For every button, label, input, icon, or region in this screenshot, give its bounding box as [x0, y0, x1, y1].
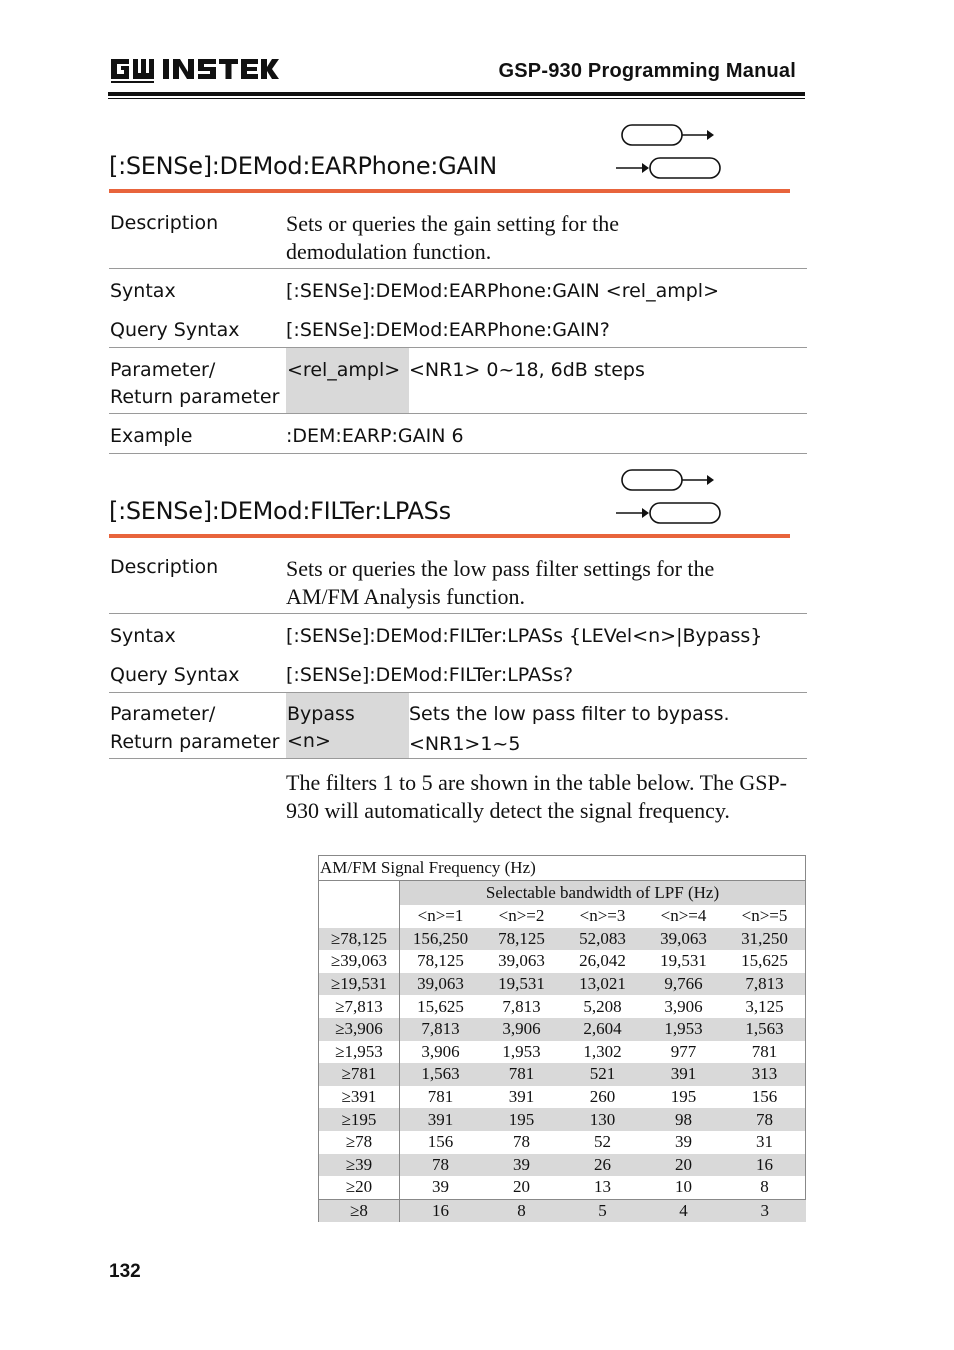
- bandwidth-cell: 8: [481, 1199, 562, 1222]
- bandwidth-cell: 39: [481, 1154, 562, 1177]
- frequency-cell: ≥8: [319, 1199, 400, 1222]
- bandwidth-cell: 781: [724, 1041, 806, 1064]
- document-title: GSP-930 Programming Manual: [498, 60, 796, 82]
- parameter-name-cell: [286, 348, 409, 413]
- bandwidth-cell: 78: [400, 1154, 482, 1177]
- bandwidth-cell: 19,531: [660, 951, 707, 971]
- column-header: <n>=1: [417, 906, 464, 926]
- bandwidth-cell: 5: [562, 1199, 643, 1222]
- bandwidth-cell: 13,021: [562, 973, 643, 996]
- section-accent-bar: [109, 189, 790, 193]
- bandwidth-cell: 391: [643, 1063, 724, 1086]
- section-accent-bar: [109, 534, 790, 538]
- parameter-description-n: <NR1>1~5: [409, 733, 521, 755]
- parameter-name-n: <n>: [287, 730, 331, 752]
- bandwidth-cell: 2,604: [562, 1018, 643, 1041]
- frequency-cell: ≥78: [319, 1131, 400, 1154]
- bandwidth-cell: 15,625: [417, 996, 464, 1016]
- frequency-cell: ≥1,953: [319, 1041, 400, 1064]
- row-divider: [109, 613, 807, 614]
- bandwidth-cell: 313: [724, 1063, 806, 1086]
- parameter-description-bypass: Sets the low pass filter to bypass.: [409, 703, 730, 725]
- column-header: <n>=4: [660, 906, 707, 926]
- bandwidth-cell: 15,625: [724, 950, 806, 973]
- table-row: [319, 1154, 806, 1177]
- bandwidth-cell: 26: [562, 1154, 643, 1177]
- gw-instek-logo: [109, 55, 279, 83]
- bandwidth-cell: 10: [675, 1177, 692, 1197]
- section-title-filter-lpass: [:SENSe]:DEMod:FILTer:LPASs: [109, 497, 451, 525]
- table-row: [319, 1063, 806, 1086]
- bandwidth-cell: 260: [589, 1087, 616, 1107]
- logo-text: GW INSTEK: [109, 55, 115, 56]
- query-command-icon: [616, 158, 720, 178]
- parameter-label: Parameter/: [110, 359, 216, 381]
- return-parameter-label: Return parameter: [110, 731, 280, 753]
- header-rule-thin: [108, 98, 805, 99]
- bandwidth-cell: 977: [670, 1041, 697, 1061]
- row-divider: [109, 758, 807, 759]
- bandwidth-cell: 391: [400, 1108, 482, 1131]
- bandwidth-cell: 3,906: [421, 1041, 460, 1061]
- frequency-cell: ≥78,125: [319, 928, 400, 951]
- syntax-label: Syntax: [110, 280, 176, 302]
- bandwidth-cell: 31: [724, 1131, 806, 1154]
- table-row: [319, 1131, 806, 1154]
- row-divider: [109, 692, 807, 693]
- table-caption: AM/FM Signal Frequency (Hz): [319, 856, 806, 881]
- description-text: Sets or queries the low pass filter settings for the AM/FM Analysis function.: [286, 556, 715, 609]
- bandwidth-cell: 26,042: [579, 951, 626, 971]
- bandwidth-cell: 1,563: [400, 1063, 482, 1086]
- bandwidth-cell: 1,953: [502, 1041, 541, 1061]
- table-row: [319, 950, 806, 973]
- frequency-cell: ≥20: [319, 1176, 400, 1199]
- bandwidth-cell: 16: [400, 1199, 482, 1222]
- example-text: :DEM:EARP:GAIN 6: [286, 425, 464, 447]
- table-row: [319, 1176, 806, 1199]
- frequency-cell: ≥195: [319, 1108, 400, 1131]
- bandwidth-cell: 156: [427, 1132, 454, 1152]
- table-row: [319, 1108, 806, 1131]
- bandwidth-cell: 781: [481, 1063, 562, 1086]
- table-row: [319, 1018, 806, 1041]
- description-label: Description: [110, 212, 219, 234]
- bandwidth-cell: 521: [562, 1063, 643, 1086]
- column-header: <n>=3: [579, 906, 626, 926]
- table-corner: [319, 881, 400, 906]
- table-row: [319, 1086, 806, 1109]
- frequency-cell: ≥391: [319, 1086, 400, 1109]
- syntax-text: [:SENSe]:DEMod:EARPhone:GAIN <rel_ampl>: [286, 280, 720, 302]
- description-text: Sets or queries the gain setting for the demodulation function.: [286, 211, 619, 264]
- bandwidth-cell: 39,063: [643, 928, 724, 951]
- bandwidth-cell: 98: [643, 1108, 724, 1131]
- parameter-name-bypass: Bypass: [287, 703, 355, 725]
- bandwidth-cell: 1,953: [643, 1018, 724, 1041]
- column-header: <n>=5: [724, 905, 806, 928]
- query-syntax-text: [:SENSe]:DEMod:EARPhone:GAIN?: [286, 319, 610, 341]
- parameter-name: <rel_ampl>: [287, 359, 401, 381]
- frequency-cell: ≥19,531: [319, 973, 400, 996]
- bandwidth-cell: 781: [427, 1087, 454, 1107]
- bandwidth-cell: 7,813: [400, 1018, 482, 1041]
- frequency-cell: ≥39: [319, 1154, 400, 1177]
- bandwidth-cell: 31,250: [724, 928, 806, 951]
- column-header: <n>=2: [498, 906, 545, 926]
- bandwidth-cell: 130: [562, 1108, 643, 1131]
- parameter-description: <NR1> 0~18, 6dB steps: [409, 359, 645, 381]
- frequency-cell: ≥781: [319, 1063, 400, 1086]
- bandwidth-cell: 156,250: [400, 928, 482, 951]
- bandwidth-cell: 5,208: [583, 996, 622, 1016]
- syntax-text: [:SENSe]:DEMod:FILTer:LPASs {LEVel<n>|Bypass}: [286, 625, 763, 647]
- row-divider: [109, 453, 807, 454]
- bandwidth-cell: 20: [513, 1177, 530, 1197]
- bandwidth-cell: 195: [481, 1108, 562, 1131]
- table-subheader: Selectable bandwidth of LPF (Hz): [400, 881, 806, 906]
- set-command-icon: [622, 470, 714, 490]
- header-rule: [108, 92, 805, 96]
- bandwidth-cell: 16: [724, 1154, 806, 1177]
- query-syntax-text: [:SENSe]:DEMod:FILTer:LPASs?: [286, 664, 574, 686]
- bandwidth-cell: 78: [724, 1108, 806, 1131]
- description-label: Description: [110, 556, 219, 578]
- bandwidth-cell: 52: [594, 1132, 611, 1152]
- query-command-icon: [616, 503, 720, 523]
- bandwidth-cell: 39,063: [400, 973, 482, 996]
- frequency-cell: ≥7,813: [319, 995, 400, 1018]
- table-row: [319, 973, 806, 996]
- row-divider: [109, 268, 807, 269]
- bandwidth-cell: 20: [643, 1154, 724, 1177]
- parameter-label: Parameter/: [110, 703, 216, 725]
- bandwidth-cell: 78,125: [417, 951, 464, 971]
- table-row: [319, 1041, 806, 1064]
- bandwidth-cell: 3,906: [481, 1018, 562, 1041]
- set-query-icon: [613, 123, 723, 181]
- filter-note: The filters 1 to 5 are shown in the table below. The GSP-930 will automatically detect the signal frequency.: [286, 770, 788, 823]
- example-label: Example: [110, 425, 193, 447]
- set-command-icon: [622, 125, 714, 145]
- set-query-icon: [613, 468, 723, 526]
- bandwidth-cell: 78,125: [481, 928, 562, 951]
- frequency-cell: ≥39,063: [319, 950, 400, 973]
- bandwidth-cell: 3,125: [724, 995, 806, 1018]
- bandwidth-cell: 8: [724, 1176, 806, 1199]
- row-divider: [109, 413, 807, 414]
- bandwidth-cell: 7,813: [724, 973, 806, 996]
- bandwidth-cell: 391: [508, 1087, 535, 1107]
- bandwidth-cell: 1,302: [583, 1041, 622, 1061]
- bandwidth-cell: 78: [513, 1132, 530, 1152]
- syntax-label: Syntax: [110, 625, 176, 647]
- frequency-cell: ≥3,906: [319, 1018, 400, 1041]
- bandwidth-cell: 195: [670, 1087, 697, 1107]
- table-row: [319, 995, 806, 1018]
- return-parameter-label: Return parameter: [110, 386, 280, 408]
- bandwidth-cell: 4: [643, 1199, 724, 1222]
- bandwidth-cell: 52,083: [562, 928, 643, 951]
- bandwidth-cell: 3,906: [664, 996, 703, 1016]
- query-syntax-label: Query Syntax: [110, 319, 240, 341]
- bandwidth-cell: 7,813: [502, 996, 541, 1016]
- bandwidth-cell: 39: [675, 1132, 692, 1152]
- table-corner: [319, 905, 400, 928]
- table-column-header-row: [319, 905, 806, 928]
- page-number: 132: [109, 1261, 141, 1282]
- bandwidth-cell: 3: [724, 1199, 806, 1222]
- lpf-bandwidth-table: [318, 855, 806, 1222]
- bandwidth-cell: 156: [724, 1086, 806, 1109]
- bandwidth-cell: 39,063: [498, 951, 545, 971]
- table-row: [319, 1199, 806, 1222]
- bandwidth-cell: 39: [432, 1177, 449, 1197]
- bandwidth-cell: 19,531: [481, 973, 562, 996]
- query-syntax-label: Query Syntax: [110, 664, 240, 686]
- table-row: [319, 928, 806, 951]
- section-title-earphone-gain: [:SENSe]:DEMod:EARPhone:GAIN: [109, 152, 497, 180]
- bandwidth-cell: 1,563: [724, 1018, 806, 1041]
- row-divider: [109, 347, 807, 348]
- bandwidth-cell: 13: [594, 1177, 611, 1197]
- bandwidth-cell: 9,766: [643, 973, 724, 996]
- parameter-name-cell: [286, 693, 409, 758]
